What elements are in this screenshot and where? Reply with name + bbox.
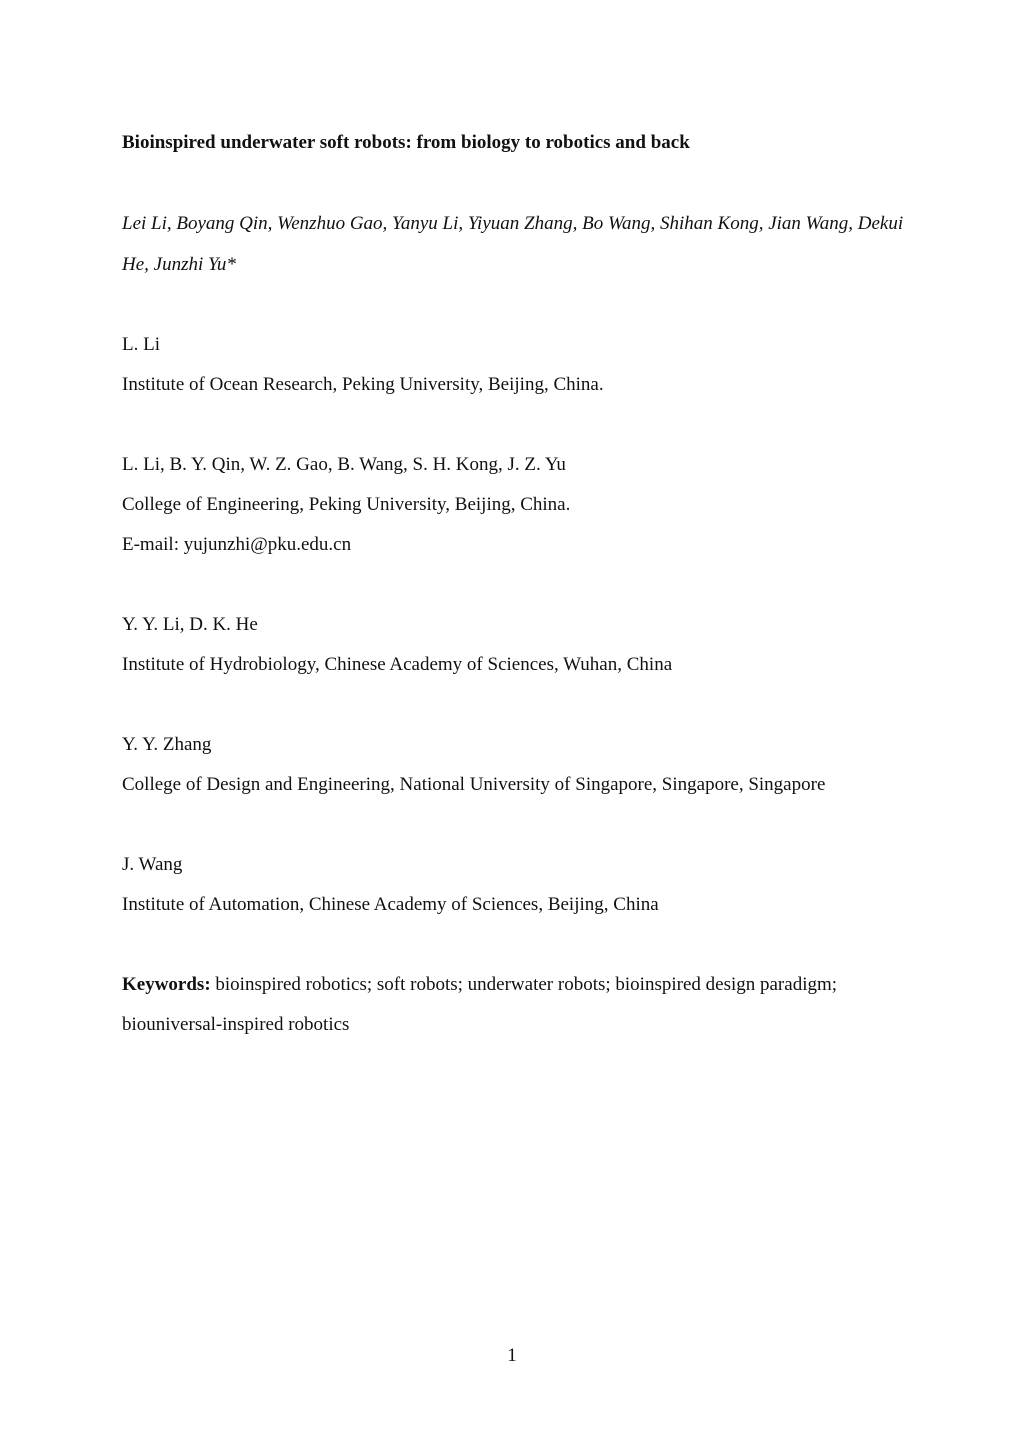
paper-content [122, 123, 912, 1045]
affiliation-5 [122, 845, 912, 925]
affiliation-1 [122, 325, 912, 405]
affiliation-5-names: J. Wang [122, 854, 183, 875]
affiliation-1-names: L. Li [122, 334, 160, 355]
affiliation-3-institution: Institute of Hydrobiology, Chinese Academy of Sciences, Wuhan, China [122, 654, 673, 675]
affiliation-4-names: Y. Y. Zhang [122, 734, 212, 755]
keywords-label: Keywords: [122, 974, 211, 995]
corresponding-email: E-mail: yujunzhi@pku.edu.cn [122, 534, 352, 555]
author-list: Lei Li, Boyang Qin, Wenzhuo Gao, Yanyu Li, Yiyuan Zhang, Bo Wang, Shihan Kong, Jian Wang, Dekui He, Junzhi Yu* [122, 213, 904, 275]
keywords-section [122, 965, 912, 1045]
page-number: 1 [507, 1345, 517, 1366]
affiliation-2-names: L. Li, B. Y. Qin, W. Z. Gao, B. Wang, S. H. Kong, J. Z. Yu [122, 454, 566, 475]
affiliation-4 [122, 725, 912, 805]
affiliation-3-names: Y. Y. Li, D. K. He [122, 614, 258, 635]
affiliation-3 [122, 605, 912, 685]
affiliation-1-institution: Institute of Ocean Research, Peking University, Beijing, China. [122, 374, 604, 395]
keywords-text: bioinspired robotics; soft robots; underwater robots; bioinspired design paradigm; biouniversal-inspired robotics [122, 974, 838, 1035]
affiliation-5-institution: Institute of Automation, Chinese Academy of Sciences, Beijing, China [122, 894, 659, 915]
affiliation-4-institution: College of Design and Engineering, National University of Singapore, Singapore, Singapore [122, 774, 826, 795]
affiliation-2 [122, 445, 912, 565]
paper-title: Bioinspired underwater soft robots: from biology to robotics and back [122, 132, 690, 153]
affiliation-2-institution: College of Engineering, Peking University, Beijing, China. [122, 494, 571, 515]
